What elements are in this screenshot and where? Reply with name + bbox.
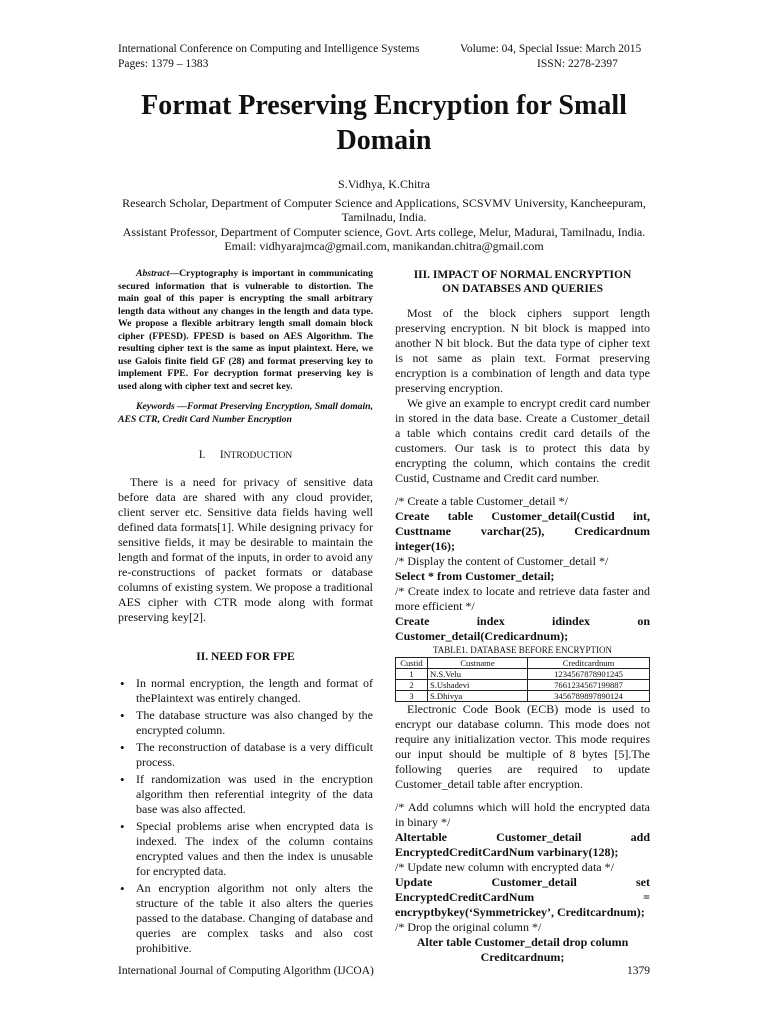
list-item: • In normal encryption, the length and format of thePlaintext was entirely changed. — [136, 676, 373, 706]
section-3-paragraph-2: We give an example to encrypt credit card number in stored in the data base. Create a Customer_detail a table which contains credit card details of the customers. Our task is to protect this data by encrypting the column, which contains the credit Custid, Custname and Credit card number. — [395, 396, 650, 485]
table-cell: 1 — [396, 669, 428, 680]
list-item: • If randomization was used in the encryption algorithm then referential integrity of the data base was also affected. — [136, 772, 373, 817]
table-cell: S.Dhivya — [428, 691, 528, 702]
column-header: Custid — [396, 658, 428, 669]
need-for-fpe-list — [118, 676, 373, 956]
sql-comment-create: /* Create a table Customer_detail */ — [395, 494, 568, 508]
table-cell: 3 — [396, 691, 428, 702]
sql-select: Select * from Customer_detail; — [395, 569, 555, 583]
page-number: 1379 — [627, 965, 650, 977]
sql-create-index: Create index idindex on Customer_detail(Credicardnum); — [395, 614, 650, 643]
sql-update: Update Customer_detail set EncryptedCreditCardNum = encryptbykey(‘Symmetrickey’, Creditcardnum); — [395, 875, 650, 919]
section-1-heading — [118, 448, 373, 463]
section-3-paragraph-1: Most of the block ciphers support length preserving encryption. N bit block is mapped into another N bit block. But the data type of cipher text is not same as plain text. Format preserving encryption is a combination of length and data type preserving encryption. — [395, 306, 650, 395]
sql-comment-display: /* Display the content of Customer_detail */ — [395, 554, 609, 568]
section-1-number: I. — [198, 449, 206, 461]
conference-name: International Conference on Computing and Intelligence Systems — [118, 43, 420, 55]
section-2-heading: II. NEED FOR FPE — [196, 651, 295, 663]
sql-alter-drop-line-1: Alter table Customer_detail drop column — [416, 935, 629, 949]
volume-info: Volume: 04, Special Issue: March 2015 — [460, 43, 642, 55]
paper-title-line-1: Format Preserving Encryption for Small — [141, 90, 627, 121]
section-1-title-rest: NTRODUCTION — [223, 451, 293, 461]
sql-comment-drop: /* Drop the original column */ — [395, 920, 542, 934]
database-table — [395, 657, 650, 702]
sql-alter-add: Altertable Customer_detail add EncryptedCreditCardNum varbinary(128); — [395, 830, 650, 859]
sql-alter-drop-line-2: Creditcardnum; — [480, 950, 565, 964]
page-range: Pages: 1379 – 1383 — [118, 58, 209, 70]
introduction-paragraph: There is a need for privacy of sensitive data before data are shared with any cloud provider, client server etc. Sensitive data fields having well defined data formats[1]. While designing privacy for sensitive fields, it may be desirable to maintain the length and format of the inputs, in order to avoid any re-constructions of packet formats or database columns of existing system. We propose a traditional AES cipher with CTR mode along with format preserving key[2]. — [118, 475, 373, 624]
table-cell: 7661234567199887 — [528, 680, 650, 691]
list-item: • The database structure was also changed by the encrypted column. — [136, 708, 373, 738]
list-item: • An encryption algorithm not only alters the structure of the table it also alters the queries passed to the database. Changing of database and queries are complex tasks and also cost prohibitive. — [136, 881, 373, 956]
paper-title-line-2: Domain — [336, 125, 432, 156]
author-emails: Email: vidhyarajmca@gmail.com, manikandan.chitra@gmail.com — [224, 239, 544, 253]
table-cell: S.Ushadevi — [428, 680, 528, 691]
list-item: • Special problems arise when encrypted data is indexed. The index of the column contains encrypted values and then the index is unusable for encrypted data. — [136, 819, 373, 879]
table-cell: 1234567878901245 — [528, 669, 650, 680]
right-column — [395, 268, 650, 965]
section-3-heading — [395, 268, 650, 296]
table-row — [396, 691, 650, 702]
issn: ISSN: 2278-2397 — [537, 58, 618, 70]
table-cell: 2 — [396, 680, 428, 691]
section-3-paragraph-3: Electronic Code Book (ECB) mode is used to encrypt our database column. This mode does not require any initialization vector. This mode requires our input should be multiple of 8 bytes [5].The following queries are required to update Customer_detail table after encryption. — [395, 702, 650, 791]
author-names: S.Vidhya, K.Chitra — [338, 177, 430, 191]
running-header-left — [118, 42, 419, 72]
sql-create-table: Create table Customer_detail(Custid int, Custtname varchar(25), Credicardnum integer(16); — [395, 509, 650, 553]
table-header-row — [396, 658, 650, 669]
affiliation-1-line-2: Tamilnadu, India. — [341, 210, 427, 224]
list-item: • The reconstruction of database is a very difficult process. — [136, 740, 373, 770]
running-header-right — [460, 42, 641, 72]
sql-comment-index: /* Create index to locate and retrieve data faster and more efficient */ — [395, 584, 650, 613]
column-header: Creditcardnum — [528, 658, 650, 669]
abstract — [118, 268, 373, 393]
footer-journal: International Journal of Computing Algorithm (IJCOA) — [118, 965, 374, 977]
table-cell: 3456789897890124 — [528, 691, 650, 702]
column-header: Custname — [428, 658, 528, 669]
affiliation-1-line-1: Research Scholar, Department of Computer Science and Applications, SCSVMV University, Kancheepuram, — [122, 195, 646, 210]
abstract-text: —Cryptography is important in communicating secured information that is vulnerable to distortion. The main goal of this paper is encrypting the small arbitrary length data without any changes in the length and data type. We propose a flexible arbitrary length small domain block cipher (FPESD). FPESD is based on AES Algorithm. The resulting cipher text is the same as input plaintext. Here, we use Galois finite field GF (28) and format preserving key to implement FPE. For decryption format preserving key is used along with cipher text and secret key. — [118, 268, 373, 392]
abstract-label: Abstract — [136, 268, 170, 279]
paper-title — [60, 88, 708, 158]
author-block — [60, 177, 708, 254]
section-3-heading-line-1: III. IMPACT OF NORMAL ENCRYPTION — [413, 269, 632, 281]
section-3-heading-line-2: ON DATABSES AND QUERIES — [442, 283, 603, 295]
table-cell: N.S.Velu — [428, 669, 528, 680]
sql-comment-add-columns: /* Add columns which will hold the encrypted data in binary */ — [395, 800, 650, 829]
table-row — [396, 669, 650, 680]
table-row — [396, 680, 650, 691]
affiliation-2: Assistant Professor, Department of Computer science, Govt. Arts college, Melur, Madurai, Tamilnadu, India. — [122, 224, 646, 239]
table-caption: TABLE1. DATABASE BEFORE ENCRYPTION — [432, 645, 613, 655]
keywords: Keywords —Format Preserving Encryption, Small domain, AES CTR, Credit Card Number Encryption — [118, 401, 373, 425]
left-column — [118, 268, 373, 958]
sql-comment-update: /* Update new column with encrypted data */ — [395, 860, 614, 874]
section-1-title-initial: I — [219, 449, 224, 461]
